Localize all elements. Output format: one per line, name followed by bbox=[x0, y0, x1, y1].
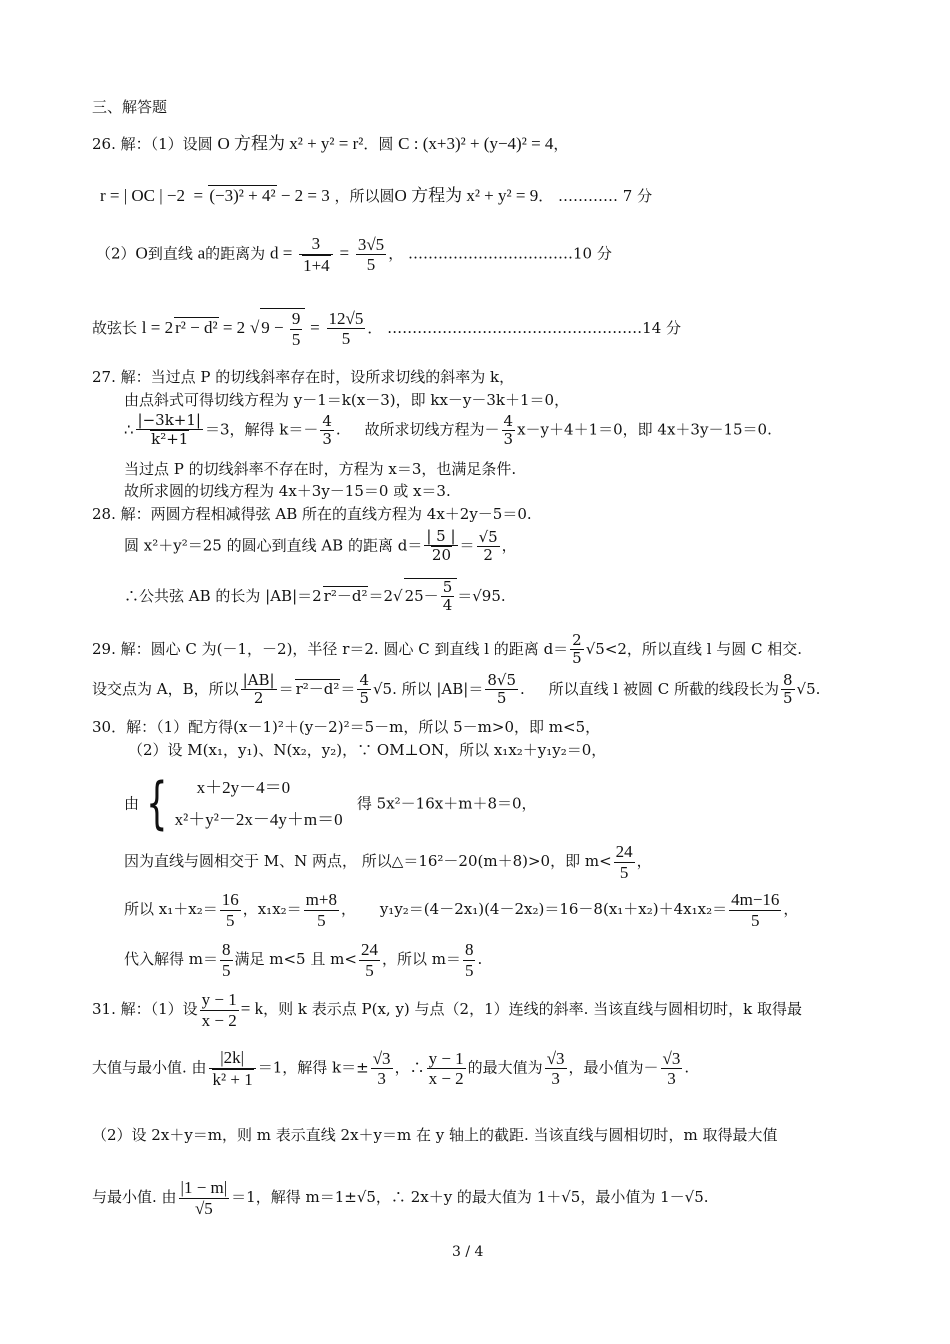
q26-line-2: r = | OC | −2 = (−3)² + 4² − 2 = 3 ，所以圆O 方程为 x² + y² = 9． ………… 7 分 bbox=[100, 186, 653, 205]
section-title: 三、解答题 bbox=[92, 98, 168, 116]
q26-line-4: 故弦长 l = 2 r² − d² = 2 √ 9 − $\frac{9}{5}$ = $\frac{12√5}{5}$ ． ……………………………………………14 分 bbox=[92, 308, 682, 349]
q26-line-3: （2）O到直线 a的距离为 d = $\frac{3}{1+4}$ = $\frac{3√5}{5}$ ， ……………………………10 分 bbox=[96, 234, 612, 275]
q27-line-4: 当过点 P 的切线斜率不存在时，方程为 x＝3，也满足条件. bbox=[124, 460, 517, 478]
q30-line-1: 30．解：（1）配方得(x－1)²＋(y－2)²＝5－m，所以 5－m>0，即 m<5， bbox=[92, 718, 601, 736]
q30-line-5: 所以 x₁＋x₂＝ $\frac{16}{5}$ ，x₁x₂＝ $\frac{m+8}{5}$ ， y₁y₂＝(4－2x₁)(4－2x₂)＝16－8(x₁＋x₂)＋4x₁x₂＝ $\frac{4m-16}{5}$ ， bbox=[124, 890, 799, 930]
q31-line-2: 大值与最小值. 由 $\frac{|2k|}{\text{k² + 1}}$ ＝1，解得 k＝± $\frac{√3}{3}$ ，∴ $\frac{y - 1}{x - 2}$ 的最大值为 $\frac{√3}{3}$ ，最小值为－ $\frac{√3}{3}$ . bbox=[92, 1048, 690, 1089]
q31-line-3: （2）设 2x＋y＝m，则 m 表示直线 2x＋y＝m 在 y 轴上的截距. 当该直线与圆相切时，m 取得最大值 bbox=[92, 1126, 778, 1144]
q27-line-5: 故所求圆的切线方程为 4x＋3y－15＝0 或 x＝3. bbox=[124, 482, 451, 500]
q27-line-2: 由点斜式可得切线方程为 y－1＝k(x－3)，即 kx－y－3k＋1＝0， bbox=[124, 391, 570, 409]
q31-line-4: 与最小值. 由 $\frac{|1 - m|}{√5}$ ＝1，解得 m＝1±√5，∴ 2x＋y 的最大值为 1＋√5，最小值为 1－√5. bbox=[92, 1178, 709, 1218]
q27-line-1: 27. 解：当过点 P 的切线斜率存在时，设所求切线的斜率为 k， bbox=[92, 368, 515, 386]
q30-line-2: （2）设 M(x₁，y₁)、N(x₂，y₂)，∵ OM⊥ON，所以 x₁x₂＋y₁y₂＝0， bbox=[128, 741, 607, 759]
q30-line-3: 由 { x＋2y－4＝0 x²＋y²－2x－4y＋m＝0 得 5x²－16x＋m＋8＝0， bbox=[124, 771, 537, 837]
q29-line-1: 29. 解：圆心 C 为(－1，－2)，半径 r＝2. 圆心 C 到直线 l 的距离 d＝ $\frac{2}{5}$ √5<2，所以直线 l 与圆 C 相交. bbox=[92, 631, 803, 668]
q28-line-2: 圆 x²＋y²＝25 的圆心到直线 AB 的距离 d＝ $\frac{| 5 |}{20}$ ＝ $\frac{√5}{2}$ ， bbox=[124, 527, 517, 565]
q28-line-3: ∴公共弦 AB 的长为 |AB|＝2 r²－d²＝2√ 25－ $\frac{5}{4}$ ＝√95. bbox=[124, 578, 506, 615]
q28-line-1: 28. 解：两圆方程相减得弦 AB 所在的直线方程为 4x＋2y－5＝0. bbox=[92, 505, 532, 523]
q29-line-2: 设交点为 A，B，所以 $\frac{|AB|}{2}$ ＝ r²－d²＝ $\frac{4}{5}$ √5. 所以 |AB|＝ $\frac{8√5}{5}$ . 所以直线 l 被圆 C 所截的线段长为 $\frac{8}{5}$ √5. bbox=[92, 671, 821, 708]
q30-line-6: 代入解得 m＝ $\frac{8}{5}$ 满足 m<5 且 m< $\frac{24}{5}$ ，所以 m＝ $\frac{8}{5}$ . bbox=[124, 940, 483, 980]
q27-line-3: ∴ $\frac{|-3k+1|}{\text{k²+1}}$ ＝3，解得 k＝－ $\frac{4}{3}$ . 故所求切线方程为－ $\frac{4}{3}$ x－y＋4＋1＝0，即 4x＋3y－15＝0. bbox=[124, 411, 772, 449]
q26-line-1: 26. 解：（1）设圆 O 方程为 x² + y² = r²．圆 C : (x+3)² + (y−4)² = 4， bbox=[92, 134, 569, 153]
q30-line-4: 因为直线与圆相交于 M、N 两点， 所以△＝16²－20(m＋8)>0，即 m< $\frac{24}{5}$ ， bbox=[124, 842, 652, 882]
q31-line-1: 31. 解：（1）设 $\frac{y - 1}{x - 2}$ = k，则 k 表示点 P(x, y) 与点（2，1）连线的斜率. 当该直线与圆相切时，k 取得最 bbox=[92, 990, 803, 1030]
page-number: 3 / 4 bbox=[452, 1244, 484, 1260]
